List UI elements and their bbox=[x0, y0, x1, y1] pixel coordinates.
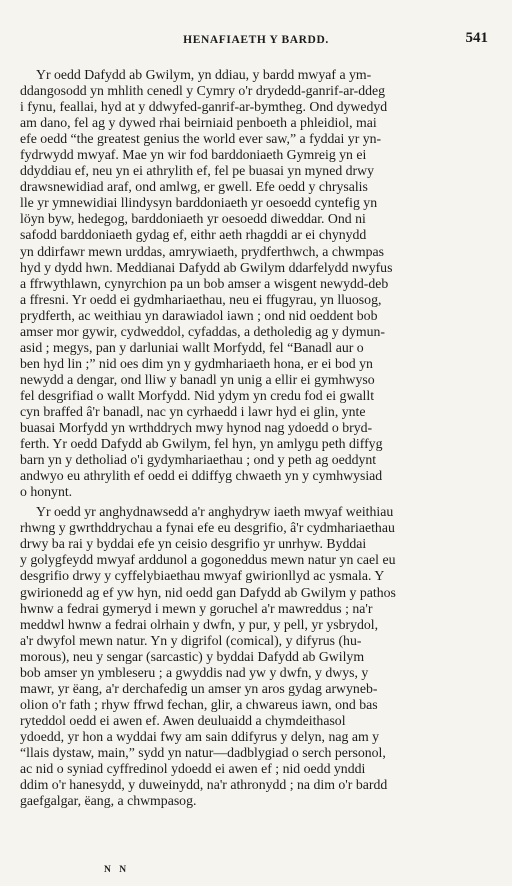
text-line: Yr oedd yr anghydnawsedd a'r anghydryw iaeth mwyaf weithiau bbox=[36, 504, 394, 520]
text-line: buasai Morfydd yn wrthddrych mwy hynod nag ydoedd o bryd- bbox=[20, 420, 373, 436]
text-line: a ffrwythlawn, cynyrchion pa un bob amser a wisgent newydd-deb bbox=[20, 275, 389, 291]
text-line: bob amser yn ymbleseru ; a gwyddis nad yw y dwfn, y dwys, y bbox=[20, 664, 369, 680]
text-line: asid ; megys, pan y darluniai wallt Morfydd, fel “Banadl aur o bbox=[20, 339, 364, 355]
text-line: y golygfeydd mwyaf arddunol a gogoneddus mewn natur yn cael eu bbox=[20, 552, 396, 568]
text-line: prydferth, ac weithiau yn darawiadol iawn ; ond nid oeddent bob bbox=[20, 307, 378, 323]
text-line: ben hyd lin ;” nid oes dim yn y gydmhariaeth hona, er ei bod yn bbox=[20, 355, 373, 371]
text-line: mawr, yr ëang, a'r derchafedig un amser yn aros gydag arwyneb- bbox=[20, 680, 378, 696]
text-line: o honynt. bbox=[20, 484, 73, 500]
text-line: gwirionedd ag ef yw hyn, nid oedd gan Dafydd ab Gwilym y pathos bbox=[20, 584, 396, 600]
text-line: ryteddol oedd ei awen ef. Awen deuluaidd a chymdeithasol bbox=[20, 712, 346, 728]
text-line: a ffresni. Yr oedd ei gydmhariaethau, neu ei ffugyrau, yn lluosog, bbox=[20, 291, 382, 307]
text-line: ferth. Yr oedd Dafydd ab Gwilym, fel hyn, yn amlygu peth diffyg bbox=[20, 436, 383, 452]
text-line: Yr oedd Dafydd ab Gwilym, yn ddiau, y bardd mwyaf a ym- bbox=[36, 67, 372, 82]
text-line: hyd y dydd hwn. Meddianai Dafydd ab Gwilym ddarfelydd nwyfus bbox=[20, 259, 393, 275]
text-line: safodd barddoniaeth gydag ef, eithr aeth rhagddi ar ei chynydd bbox=[20, 227, 367, 243]
text-line: a'r dwyfol mewn natur. Yn y digrifol (comical), y difyrus (hu- bbox=[20, 632, 362, 648]
text-line: ddim o'r hanesydd, y duweinydd, na'r athronydd ; na dim o'r bardd bbox=[20, 777, 388, 793]
text-line: “llais dystaw, main,” sydd yn natur—dadblygiad o serch personol, bbox=[20, 744, 386, 760]
text-line: am dano, fel ag y dywed rhai beirniaid penboeth a phleidiol, mai bbox=[20, 115, 377, 131]
text-line: yn ddirfawr mewn urddas, amrywiaeth, prydferthwch, a chwmpas bbox=[20, 243, 384, 259]
text-line: barn yn y detholiad o'i gydymhariaethau ; ond y peth ag oeddynt bbox=[20, 452, 377, 468]
text-line: andwyo eu athrylith ef oedd ei ddiffyg chwaeth yn y cymhwysiad bbox=[20, 468, 383, 484]
text-line: rhwng y gwrthddrychau a fynai efe eu desgrifio, â'r cydmhariaethau bbox=[20, 520, 395, 536]
running-head: HENAFIAETH Y BARDD. bbox=[183, 34, 329, 46]
text-line: ac nid o syniad cyffredinol ydoedd ei awen ef ; nid oedd ynddi bbox=[20, 761, 366, 777]
text-line: cyn braffed â'r banadl, nac yn cyrhaedd i lawr hyd ei glin, ynte bbox=[20, 403, 366, 419]
text-line: meddwl hwnw a fedrai olrhain y dwfn, y pur, y pell, yr ysbrydol, bbox=[20, 616, 379, 632]
signature-mark: N N bbox=[104, 865, 130, 875]
text-line: gaefgalgar, ëang, a chwmpasog. bbox=[20, 793, 197, 809]
text-line: morous), neu y sengar (sarcastic) y byddai Dafydd ab Gwilym bbox=[20, 648, 365, 664]
body-text bbox=[20, 67, 497, 809]
page-header bbox=[0, 30, 512, 50]
text-line: fel desgrifiad o wallt Morfydd. Nid ydym yn credu fod ei gwallt bbox=[20, 387, 375, 403]
text-line: efe oedd “the greatest genius the world ever saw,” a fyddai yr yn- bbox=[20, 131, 382, 147]
text-line: i fynu, feallai, hyd at y ddwyfed-ganrif-ar-bymtheg. Ond dywedyd bbox=[20, 99, 388, 115]
page-number: 541 bbox=[465, 30, 488, 46]
text-line: ydoedd, yr hon a wyddai fwy am sain ddifyrus y delyn, nag am y bbox=[20, 728, 380, 744]
text-line: newydd a dengar, ond lliw y banadl yn unig a ellir ei gymhwyso bbox=[20, 371, 375, 387]
text-line: ddangosodd yn mhlith cenedl y Cymry o'r drydedd-ganrif-ar-ddeg bbox=[20, 83, 386, 99]
text-line: hwnw a fedrai gymeryd i mewn y goruchel a'r mawreddus ; na'r bbox=[20, 600, 373, 616]
text-line: drawsnewidiad araf, ond amlwg, er gwell. Efe oedd y chrysalis bbox=[20, 179, 368, 195]
text-line: ddyddiau ef, neu yn ei athrylith ef, fel pe buasai yn myned drwy bbox=[20, 163, 375, 179]
text-line: fydrwydd mwyaf. Mae yn wir fod barddoniaeth Gymreig yn ei bbox=[20, 147, 367, 163]
text-line: löyn byw, hedegog, barddoniaeth yr oesoedd diweddar. Ond ni bbox=[20, 211, 366, 227]
text-line: desgrifio drwy y cyffelybiaethau mwyaf gwirionllyd ac ysmala. Y bbox=[20, 568, 385, 584]
text-line: lle yr ymnewidiai llindysyn barddoniaeth yr oesoedd cyntefig yn bbox=[20, 195, 378, 211]
text-line: drwy ba rai y byddai efe yn ceisio desgrifio yr unrhyw. Byddai bbox=[20, 536, 367, 552]
text-line: olion o'r fath ; rhyw ffrwd fechan, glir, a chwareus iawn, ond bas bbox=[20, 696, 378, 712]
text-line: amser mor gywir, cydweddol, cyfaddas, a detholedig ag y dymun- bbox=[20, 323, 385, 339]
